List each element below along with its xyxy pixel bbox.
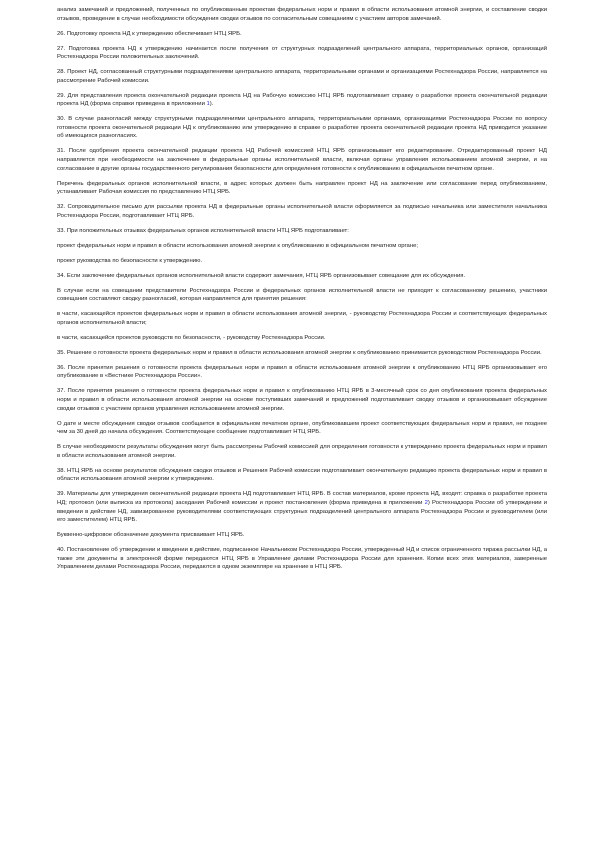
paragraph: 40. Постановление об утверждении и введении в действие, подписанное Начальником Ростехнадзора России, утвержденный НД и список ограниченного тиража рассылки НД, а также эти документы в электронной форме передаются НТЦ ЯРБ в Управление делами Ростехнадзора России для хранения. Копии всех этих материалов, заверенные Управлением делами Ростехнадзора России, передаются в одном экземпляре на хранение в НТЦ ЯРБ.	[57, 547, 547, 571]
paragraph: проект федеральных норм и правил в области использования атомной энергии к опубликованию в официальном печатном органе;	[57, 242, 418, 249]
paragraph: 27. Подготовка проекта НД к утверждению начинается после получения от структурных подразделений центрального аппарата, территориальных органов, организаций Ростехнадзора России положительных заключений.	[57, 45, 547, 61]
paragraph: Перечень федеральных органов исполнительной власти, в адрес которых должен быть направлен проект НД на заключение или согласование перед опубликованием, устанавливает Рабочая комиссия по представлению НТЦ ЯРБ.	[57, 180, 547, 196]
paragraph: в части, касающейся проектов федеральных норм и правил в области использования атомной энергии, - руководству Ростехнадзора России и соответствующих федеральных органов исполнительной власти;	[57, 311, 547, 326]
paragraph: 37. После принятия решения о готовности проекта федеральных норм и правил к опубликованию НТЦ ЯРБ в 3-месячный срок со дня опубликования проекта федеральных норм и правил в области использования атомной энергии на основе поступивших замечаний и предложений подготавливает сводку отзывов и организовывает обсуждение сводки отзывов с участием органов управления использованием атомной энергии.	[57, 388, 547, 412]
paragraph: в части, касающейся проектов руководств по безопасности, - руководству Ростехнадзора России.	[57, 334, 326, 341]
appendix-1-link[interactable]: 1	[206, 101, 210, 108]
paragraph: Буквенно-цифровое обозначение документа присваивает НТЦ ЯРБ.	[57, 532, 245, 539]
paragraph: анализ замечаний и предложений, полученных по опубликованным проектам федеральных норм и правил в области использования атомной энергии, и составление сводки отзывов, проведение в случае необходимости обсуждения сводки отзывов по согласительным совещаниям с участием авторов замечаний.	[57, 7, 547, 22]
paragraph: 31. После одобрения проекта окончательной редакции проекта НД Рабочей комиссией НТЦ ЯРБ организовывает его редактирование. Отредактированный проект НД направляется при необходимости на заключение в федеральные органы исполнительной власти, включая органы управления использованием атомной энергии, и на согласование в другие органы государственного регулирования безопасности для определения готовности к опубликованию в официальном печатном органе.	[57, 148, 547, 172]
document-body	[57, 6, 547, 578]
paragraph: О дате и месте обсуждения сводки отзывов сообщается в официальном печатном органе, опубликовавшем проект соответствующих федеральных норм и правил, не позднее чем за 30 дней до начала обсуждения. Соответствующее сообщение подготавливает НТЦ ЯРБ.	[57, 420, 547, 436]
paragraph: 29. Для представления проекта окончательной редакции проекта НД на Рабочую комиссию НТЦ ЯРБ подготавливает справку о разработке проекта окончательной редакции проекта НД (форма справки приведена в приложении 1).	[57, 92, 547, 108]
paragraph: 26. Подготовку проекта НД к утверждению обеспечивает НТЦ ЯРБ.	[57, 30, 242, 37]
paragraph: 30. В случае разногласий между структурными подразделениями центрального аппарата, территориальными органами, организациями Ростехнадзора России по вопросу готовности проекта окончательной редакции НД к опубликованию или утверждению в справке о разработке проекта окончательной редакции проекта НД приводится указание об имеющихся разногласиях.	[57, 116, 547, 140]
paragraph: В случае необходимости результаты обсуждения могут быть рассмотрены Рабочей комиссией для определения готовности к утверждению проекта федеральных норм и правил в области использования атомной энергии.	[57, 444, 547, 459]
paragraph: 33. При положительных отзывах федеральных органов исполнительной власти НТЦ ЯРБ подготавливает:	[57, 227, 349, 234]
paragraph: 36. После принятия решения о готовности проекта федеральных норм и правил в области использования атомной энергии к опубликованию НТЦ ЯРБ организовывает его опубликование в «Вестнике Ростехнадзора России».	[57, 364, 547, 380]
paragraph: 38. НТЦ ЯРБ на основе результатов обсуждения сводки отзывов и Решения Рабочей комиссии подготавливает окончательную редакцию проекта федеральных норм и правил в области использования атомной энергии к утверждению.	[57, 467, 547, 483]
paragraph: 35. Решение о готовности проекта федеральных норм и правил в области использования атомной энергии к опубликованию принимается руководством Ростехнадзора России.	[57, 349, 542, 356]
paragraph: 28. Проект НД, согласованный структурными подразделениями центрального аппарата, территориальными органами и организациями Ростехнадзора России, направляется на рассмотрение Рабочей комиссии.	[57, 69, 547, 84]
appendix-2-link[interactable]: 2	[424, 499, 428, 506]
paragraph: 34. Если заключение федеральных органов исполнительной власти содержит замечания, НТЦ ЯРБ организовывает совещание для их обсуждения.	[57, 272, 466, 279]
paragraph: В случае если на совещании представители Ростехнадзора России и федеральных органов исполнительной власти не приходят к согласованному решению, участники совещания составляют сводку разногласий, которая направляется для принятия решения:	[57, 287, 547, 303]
paragraph: 32. Сопроводительное письмо для рассылки проекта НД в федеральные органы исполнительной власти оформляется за подписью начальника или заместителя начальника Ростехнадзора России, подготавливает НТЦ ЯРБ.	[57, 204, 547, 219]
paragraph: 39. Материалы для утверждения окончательной редакции проекта НД подготавливает НТЦ ЯРБ. В состав материалов, кроме проекта НД, входят: справка о разработке проекта НД; протокол (или выписка из протокола) заседания Рабочей комиссии и проект постановления (форма приведена в приложении 2) Ростехнадзора России об утверждении и введении в действие НД, завизированное руководителями соответствующих структурных подразделений центрального аппарата Ростехнадзора России и руководителем (или его заместителем) НТЦ ЯРБ.	[57, 491, 548, 524]
paragraph: проект руководства по безопасности к утверждению.	[57, 257, 203, 264]
